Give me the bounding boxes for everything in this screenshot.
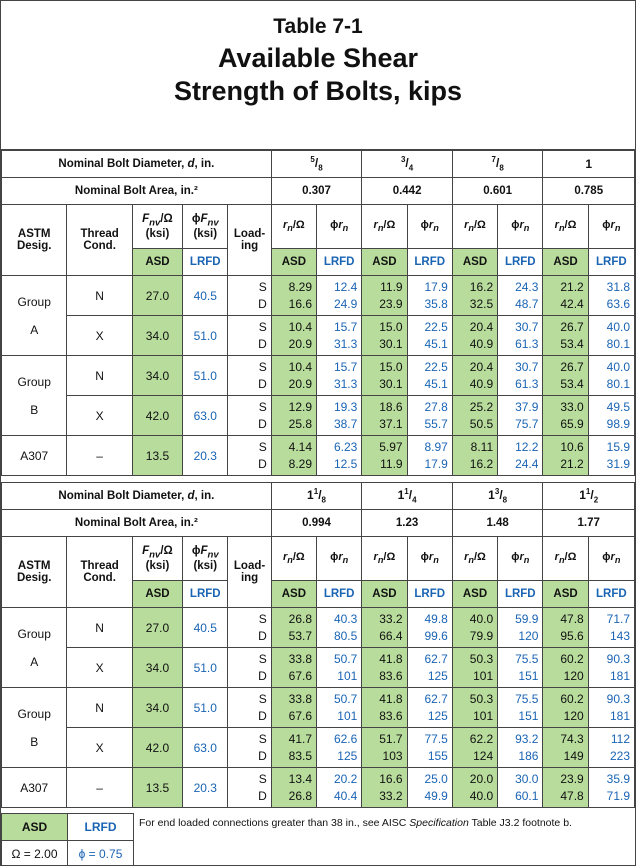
bolt-diameter: $1^1/_8$ (271, 483, 362, 510)
rn-omega-header: $r_n/\Omega$ (543, 537, 588, 581)
thread-condition: N (67, 276, 132, 316)
thread-condition: X (67, 316, 132, 356)
lrfd-label: LRFD (588, 249, 634, 276)
fnv-asd-value: 13.5 (132, 436, 182, 476)
legend-phi: ϕ = 0.75 (67, 840, 134, 866)
asd-strength-value: 10.4 20.9 (271, 356, 316, 396)
lrfd-strength-value: 62.7 125 (407, 648, 452, 688)
asd-strength-value: 12.9 25.8 (271, 396, 316, 436)
loading-type: S D (228, 316, 271, 356)
lrfd-strength-value: 90.3 181 (588, 648, 634, 688)
lrfd-strength-value: 22.5 45.1 (407, 356, 452, 396)
fnv-lrfd-value: 63.0 (183, 396, 228, 436)
lrfd-strength-value: 19.3 38.7 (317, 396, 362, 436)
legend-omega: Ω = 2.00 (1, 840, 68, 866)
lrfd-strength-value: 93.2 186 (498, 728, 543, 768)
thread-condition: X (67, 648, 132, 688)
footnote: For end loaded connections greater than 38 in., see AISC Specification Table J3.2 footnote b. (139, 817, 572, 829)
lrfd-strength-value: 20.2 40.4 (317, 768, 362, 808)
fnv-asd-value: 27.0 (132, 276, 182, 316)
phi-rn-header: $\phi r_n$ (407, 205, 452, 249)
lrfd-strength-value: 30.7 61.3 (498, 356, 543, 396)
table-title-line1: Available Shear (217, 43, 419, 73)
lrfd-strength-value: 12.4 24.9 (317, 276, 362, 316)
bolt-area: 0.442 (362, 178, 453, 205)
phi-rn-header: $\phi r_n$ (498, 205, 543, 249)
bolt-area: 0.785 (543, 178, 635, 205)
asd-strength-value: 74.3 149 (543, 728, 588, 768)
asd-strength-value: 16.6 33.2 (362, 768, 407, 808)
bolt-area: 1.23 (362, 510, 453, 537)
bolt-diameter: $1^1/_4$ (362, 483, 453, 510)
asd-strength-value: 13.4 26.8 (271, 768, 316, 808)
asd-strength-value: 15.0 30.1 (362, 316, 407, 356)
thread-condition: X (67, 728, 132, 768)
fnv-lrfd-value: 20.3 (183, 768, 228, 808)
lrfd-strength-value: 15.7 31.3 (317, 316, 362, 356)
lrfd-strength-value: 12.2 24.4 (498, 436, 543, 476)
bolt-diameter: $^3/_4$ (362, 151, 453, 178)
lrfd-label: LRFD (407, 581, 452, 608)
bolt-area: 1.77 (543, 510, 635, 537)
fnv-omega-header: $F_{nv}/\Omega$ (ksi) (132, 205, 182, 249)
astm-designation: Group A (2, 276, 67, 356)
bolt-area: 0.601 (452, 178, 543, 205)
lrfd-label: LRFD (183, 581, 228, 608)
astm-designation: A307 (2, 768, 67, 808)
fnv-lrfd-value: 51.0 (183, 316, 228, 356)
lrfd-strength-value: 35.9 71.9 (588, 768, 634, 808)
fnv-asd-value: 42.0 (132, 728, 182, 768)
asd-strength-value: 10.6 21.2 (543, 436, 588, 476)
lrfd-strength-value: 49.8 99.6 (407, 608, 452, 648)
legend (1, 813, 635, 866)
fnv-lrfd-value: 63.0 (183, 728, 228, 768)
table-title-line2: Strength of Bolts, kips (173, 76, 462, 106)
asd-strength-value: 33.0 65.9 (543, 396, 588, 436)
lrfd-label: LRFD (498, 249, 543, 276)
phi-rn-header: $\phi r_n$ (588, 205, 634, 249)
lrfd-strength-value: 62.7 125 (407, 688, 452, 728)
loading-type: S D (228, 436, 271, 476)
table-row (2, 396, 635, 436)
fnv-asd-value: 34.0 (132, 356, 182, 396)
legend-asd: ASD (1, 813, 68, 841)
lrfd-strength-value: 24.3 48.7 (498, 276, 543, 316)
asd-strength-value: 51.7 103 (362, 728, 407, 768)
asd-strength-value: 23.9 47.8 (543, 768, 588, 808)
bolt-diameter: $1^1/_2$ (543, 483, 635, 510)
bolt-diameter: $1^3/_8$ (452, 483, 543, 510)
table-row (2, 768, 635, 808)
table-row (2, 356, 635, 396)
asd-strength-value: 11.9 23.9 (362, 276, 407, 316)
asd-strength-value: 60.2 120 (543, 648, 588, 688)
nominal-area-label: Nominal Bolt Area, in.² (2, 510, 272, 537)
lrfd-strength-value: 15.7 31.3 (317, 356, 362, 396)
bolt-diameter: 1 (543, 151, 635, 178)
loading-type: S D (228, 648, 271, 688)
lrfd-strength-value: 112 223 (588, 728, 634, 768)
thread-condition: – (67, 436, 132, 476)
lrfd-strength-value: 8.97 17.9 (407, 436, 452, 476)
asd-strength-value: 18.6 37.1 (362, 396, 407, 436)
table-row (2, 728, 635, 768)
bolt-diameter: $^5/_8$ (271, 151, 362, 178)
lrfd-label: LRFD (317, 581, 362, 608)
lrfd-strength-value: 27.8 55.7 (407, 396, 452, 436)
thread-header: Thread Cond. (67, 205, 132, 276)
lrfd-label: LRFD (588, 581, 634, 608)
loading-type: S D (228, 688, 271, 728)
diameter-row (2, 483, 635, 510)
table-row (2, 648, 635, 688)
shear-table-section-2 (1, 482, 635, 808)
rn-omega-header: $r_n/\Omega$ (271, 205, 316, 249)
rn-omega-header: $r_n/\Omega$ (452, 205, 497, 249)
lrfd-strength-value: 30.7 61.3 (498, 316, 543, 356)
lrfd-label: LRFD (317, 249, 362, 276)
lrfd-strength-value: 15.9 31.9 (588, 436, 634, 476)
fnv-asd-value: 34.0 (132, 648, 182, 688)
lrfd-strength-value: 6.23 12.5 (317, 436, 362, 476)
asd-strength-value: 8.29 16.6 (271, 276, 316, 316)
lrfd-strength-value: 37.9 75.7 (498, 396, 543, 436)
asd-label: ASD (362, 249, 407, 276)
table-row (2, 316, 635, 356)
asd-strength-value: 33.8 67.6 (271, 648, 316, 688)
lrfd-strength-value: 71.7 143 (588, 608, 634, 648)
asd-label: ASD (543, 249, 588, 276)
asd-label: ASD (271, 249, 316, 276)
asd-label: ASD (132, 581, 182, 608)
bolt-area: 1.48 (452, 510, 543, 537)
asd-strength-value: 33.8 67.6 (271, 688, 316, 728)
astm-header: ASTM Desig. (2, 537, 67, 608)
lrfd-strength-value: 40.3 80.5 (317, 608, 362, 648)
asd-strength-value: 50.3 101 (452, 648, 497, 688)
asd-strength-value: 47.8 95.6 (543, 608, 588, 648)
shear-table-section-1 (1, 150, 635, 476)
phi-rn-header: $\phi r_n$ (317, 205, 362, 249)
lrfd-strength-value: 75.5 151 (498, 648, 543, 688)
loading-type: S D (228, 276, 271, 316)
rn-omega-header: $r_n/\Omega$ (452, 537, 497, 581)
table-row (2, 436, 635, 476)
lrfd-strength-value: 22.5 45.1 (407, 316, 452, 356)
asd-strength-value: 16.2 32.5 (452, 276, 497, 316)
fnv-lrfd-value: 40.5 (183, 276, 228, 316)
loading-type: S D (228, 768, 271, 808)
nominal-diameter-label: Nominal Bolt Diameter, d, in. (2, 151, 272, 178)
lrfd-strength-value: 50.7 101 (317, 648, 362, 688)
lrfd-strength-value: 90.3 181 (588, 688, 634, 728)
table-row (2, 276, 635, 316)
loading-header: Load- ing (228, 205, 271, 276)
nominal-diameter-label: Nominal Bolt Diameter, d, in. (2, 483, 272, 510)
asd-strength-value: 26.7 53.4 (543, 316, 588, 356)
asd-label: ASD (452, 581, 497, 608)
asd-strength-value: 25.2 50.5 (452, 396, 497, 436)
lrfd-strength-value: 49.5 98.9 (588, 396, 634, 436)
lrfd-strength-value: 31.8 63.6 (588, 276, 634, 316)
asd-strength-value: 20.0 40.0 (452, 768, 497, 808)
rn-omega-header: $r_n/\Omega$ (362, 205, 407, 249)
legend-lrfd: LRFD (67, 813, 134, 841)
fnv-asd-value: 13.5 (132, 768, 182, 808)
loading-header: Load- ing (228, 537, 271, 608)
lrfd-label: LRFD (407, 249, 452, 276)
fnv-asd-value: 34.0 (132, 316, 182, 356)
fnv-lrfd-value: 20.3 (183, 436, 228, 476)
lrfd-label: LRFD (498, 581, 543, 608)
asd-strength-value: 41.8 83.6 (362, 688, 407, 728)
asd-strength-value: 41.8 83.6 (362, 648, 407, 688)
loading-type: S D (228, 396, 271, 436)
asd-strength-value: 8.11 16.2 (452, 436, 497, 476)
phi-fnv-header: $\phi F_{nv}$ (ksi) (183, 537, 228, 581)
lrfd-strength-value: 50.7 101 (317, 688, 362, 728)
asd-label: ASD (271, 581, 316, 608)
asd-label: ASD (132, 249, 182, 276)
fnv-asd-value: 27.0 (132, 608, 182, 648)
phi-rn-header: $\phi r_n$ (407, 537, 452, 581)
astm-designation: Group B (2, 356, 67, 436)
column-header-row (2, 537, 635, 581)
fnv-lrfd-value: 51.0 (183, 648, 228, 688)
asd-strength-value: 20.4 40.9 (452, 316, 497, 356)
phi-rn-header: $\phi r_n$ (317, 537, 362, 581)
asd-strength-value: 5.97 11.9 (362, 436, 407, 476)
asd-strength-value: 10.4 20.9 (271, 316, 316, 356)
asd-strength-value: 60.2 120 (543, 688, 588, 728)
lrfd-strength-value: 59.9 120 (498, 608, 543, 648)
bolt-area: 0.994 (271, 510, 362, 537)
asd-strength-value: 15.0 30.1 (362, 356, 407, 396)
diameter-row (2, 151, 635, 178)
lrfd-strength-value: 30.0 60.1 (498, 768, 543, 808)
table-number: Table 7-1 (273, 15, 363, 38)
title-block (1, 1, 635, 150)
phi-rn-header: $\phi r_n$ (588, 537, 634, 581)
lrfd-strength-value: 25.0 49.9 (407, 768, 452, 808)
phi-fnv-header: $\phi F_{nv}$ (ksi) (183, 205, 228, 249)
bolt-diameter: $^7/_8$ (452, 151, 543, 178)
thread-condition: X (67, 396, 132, 436)
asd-strength-value: 40.0 79.9 (452, 608, 497, 648)
lrfd-strength-value: 40.0 80.1 (588, 356, 634, 396)
asd-strength-value: 21.2 42.4 (543, 276, 588, 316)
loading-type: S D (228, 728, 271, 768)
rn-omega-header: $r_n/\Omega$ (543, 205, 588, 249)
phi-rn-header: $\phi r_n$ (498, 537, 543, 581)
asd-strength-value: 4.14 8.29 (271, 436, 316, 476)
asd-strength-value: 26.7 53.4 (543, 356, 588, 396)
lrfd-strength-value: 75.5 151 (498, 688, 543, 728)
astm-designation: Group A (2, 608, 67, 688)
fnv-lrfd-value: 51.0 (183, 356, 228, 396)
asd-strength-value: 62.2 124 (452, 728, 497, 768)
loading-type: S D (228, 356, 271, 396)
asd-strength-value: 50.3 101 (452, 688, 497, 728)
asd-strength-value: 41.7 83.5 (271, 728, 316, 768)
thread-condition: N (67, 608, 132, 648)
astm-designation: Group B (2, 688, 67, 768)
table-row (2, 688, 635, 728)
fnv-lrfd-value: 51.0 (183, 688, 228, 728)
bolt-area: 0.307 (271, 178, 362, 205)
area-row (2, 510, 635, 537)
asd-label: ASD (452, 249, 497, 276)
asd-strength-value: 20.4 40.9 (452, 356, 497, 396)
thread-header: Thread Cond. (67, 537, 132, 608)
thread-condition: – (67, 768, 132, 808)
lrfd-strength-value: 62.6 125 (317, 728, 362, 768)
lrfd-strength-value: 40.0 80.1 (588, 316, 634, 356)
loading-type: S D (228, 608, 271, 648)
rn-omega-header: $r_n/\Omega$ (271, 537, 316, 581)
asd-label: ASD (362, 581, 407, 608)
thread-condition: N (67, 356, 132, 396)
asd-label: ASD (543, 581, 588, 608)
astm-designation: A307 (2, 436, 67, 476)
lrfd-label: LRFD (183, 249, 228, 276)
fnv-asd-value: 34.0 (132, 688, 182, 728)
fnv-lrfd-value: 40.5 (183, 608, 228, 648)
lrfd-strength-value: 77.5 155 (407, 728, 452, 768)
fnv-asd-value: 42.0 (132, 396, 182, 436)
table-row (2, 608, 635, 648)
thread-condition: N (67, 688, 132, 728)
fnv-omega-header: $F_{nv}/\Omega$ (ksi) (132, 537, 182, 581)
area-row (2, 178, 635, 205)
column-header-row (2, 205, 635, 249)
lrfd-strength-value: 17.9 35.8 (407, 276, 452, 316)
nominal-area-label: Nominal Bolt Area, in.² (2, 178, 272, 205)
asd-strength-value: 26.8 53.7 (271, 608, 316, 648)
asd-strength-value: 33.2 66.4 (362, 608, 407, 648)
astm-header: ASTM Desig. (2, 205, 67, 276)
rn-omega-header: $r_n/\Omega$ (362, 537, 407, 581)
